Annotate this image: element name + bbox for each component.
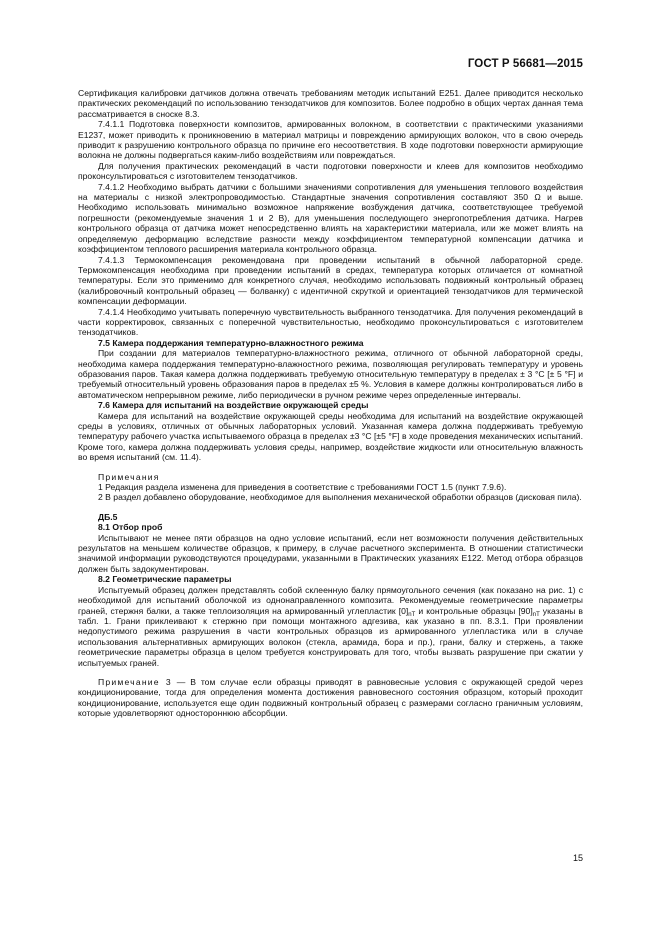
heading-7-6: 7.6 Камера для испытаний на воздействие окружающей среды — [98, 400, 369, 411]
document-body — [78, 88, 583, 719]
paragraph-7-4-1-3: 7.4.1.3 Термокомпенсация рекомендована при проведении испытаний в обычной лабораторной среде. Термокомпенсация необходима при проведении испытаний в средах, температура которых отличается от комнатной температуры. Если это применимо для конкретного случая, необходимо использовать подвижный контрольный образец (калибровочный контрольный образец — болванку) с идентичной скруткой и ориентацией тензодатчиков для термической компенсации деформации. — [78, 254, 583, 307]
notes-title: Примечания — [98, 471, 160, 482]
note-1: 1 Редакция раздела изменена для приведения в соответствие с требованиями ГОСТ 1.5 (пункт 7.9.6). — [98, 482, 507, 493]
paragraph-7-4-1-1: 7.4.1.1 Подготовка поверхности композитов, армированных волокном, в соответствии с практическими указаниями E1237, может приводить к проникновению в материал матрицы и повреждению армирующих волокон, что в свою очередь приводит к разрушению контрольного образца по причине его несоответствия. В ходе подготовки поверхности армирующие волокна не должны подвергаться каким-либо воздействиям или повреждаться. — [78, 119, 583, 161]
paragraph-calibration: Сертификация калибровки датчиков должна отвечать требованиям методик испытаний E251. Далее приводится несколько практических рекомендаций по использованию тензодатчиков для композитов. Более подробно в общих чертах данная тема рассматривается в сноске 8.3. — [78, 88, 583, 119]
heading-8-1: 8.1 Отбор проб — [98, 522, 163, 533]
document-id-header: ГОСТ Р 56681—2015 — [467, 58, 583, 70]
section-db5: ДБ.5 — [98, 511, 118, 522]
paragraph-7-4-1-2: 7.4.1.2 Необходимо выбрать датчики с большими значениями сопротивления для уменьшения теплового воздействия на материалы с низкой электропроводимостью. Стандартные значения сопротивления составляют 350 Ω и выше. Необходимо использовать минимально возможное напряжение возбуждения датчика, соответствующее требуемой погрешности (рекомендуемые значения 1 и 2 В), для уменьшения последующего энергопотребления датчика. Нагрев контрольного образца от датчика может непосредственно влиять на характеристики материала, или же может влиять на определяемую деформацию вследствие разности между коэффициентом температурной компенсации датчика и коэффициентом теплового расширения материала контрольного образца. — [78, 181, 583, 255]
paragraph-surface-prep: Для получения практических рекомендаций в части подготовки поверхности и клеев для композитов необходимо проконсультироваться с изготовителем тензодатчиков. — [78, 160, 583, 182]
paragraph-7-5: При создании для материалов температурно-влажностного режима, отличного от обычной лабораторной среды, необходима камера поддержания температурно-влажностного режима, позволяющая регулировать температуру и уровень образования паров. Такая камера должна поддерживать требуемую относительную температуру в пределах ± 3 °С [± 5 °F] и требуемый относительный уровень образования паров в пределах ±5 %. Условия в камере должны контролироваться либо в автоматическом непрерывном режиме, либо периодически в ручном режиме через определенные интервалы. — [78, 348, 583, 400]
note-3: Примечание 3 — В том случае если образцы приводят в равновесные условия с окружающей средой через кондиционирование, тогда для определения момента достижения равновесного состояния образцом, который проходит кондиционирование, используется еще один подвижный контрольный образец с размерами согласно граничным условиям, которые удовлетворяют одностороннюю абсорбции. — [78, 676, 583, 719]
heading-8-2: 8.2 Геометрические параметры — [98, 574, 232, 585]
page-number: 15 — [572, 853, 583, 863]
paragraph-7-4-1-4: 7.4.1.4 Необходимо учитывать поперечную чувствительность выбранного тензодатчика. Для получения рекомендаций в части корректировок, связанных с поперечной чувствительностью, необходимо проконсультироваться с изготовителем тензодатчиков. — [78, 306, 583, 338]
paragraph-8-1: Испытывают не менее пяти образцов на одно условие испытаний, если нет возможности получения действительных результатов на меньшем количестве образцов, к примеру, в случае расчетного эксперимента. В отношении статистически значимой информации руководствуются процедурами, указанными в Практических указаниях E122. Метод отбора образцов должен быть задокументирован. — [78, 532, 583, 574]
heading-7-5: 7.5 Камера поддержания температурно-влажностного режима — [98, 337, 364, 348]
paragraph-8-2: Испытуемый образец должен представлять собой склеенную балку прямоугольного сечения (как показано на рис. 1) с необходимой для испытаний оболочкой из однонаправленного композита. Рекомендуемые геометрические параметры граней, стержня балки, а также теплоизоляция на армированный углепластик $[0]_{nT}$ и контрольные образцы $[90]_{nT}$ указаны в табл. 1. Грани приклеивают к стержню при помощи монтажного адгезива, как указано в пп. 8.3.1. При проявлении недопустимого режима разрушения в части контрольных образцов из армированного углепластика или в случае использования альтернативных армирующих волокон (стекла, арамида, бора и пр.), грани, балку и стержень, а также геометрические параметры образца в целом требуется конструировать для того, чтобы вызвать разрушение при сжатии у испытуемых граней. — [78, 584, 583, 668]
note-2: 2 В раздел добавлено оборудование, необходимое для выполнения механической обработки образцов (дисковая пила). — [98, 492, 582, 503]
paragraph-7-6: Камера для испытаний на воздействие окружающей среды необходима для испытаний на воздействие окружающей среды в условиях, отличных от обычных лабораторных условий. Указанная камера должна поддерживать требуемую температуру рабочего участка испытываемого образца в пределах ±3 °С [±5 °F] в ходе проведения механических испытаний. Кроме того, камера должна поддерживать условия среды, например, воздействие жидкости или относительную влажность во время испытаний (см. 11.4). — [78, 410, 583, 463]
